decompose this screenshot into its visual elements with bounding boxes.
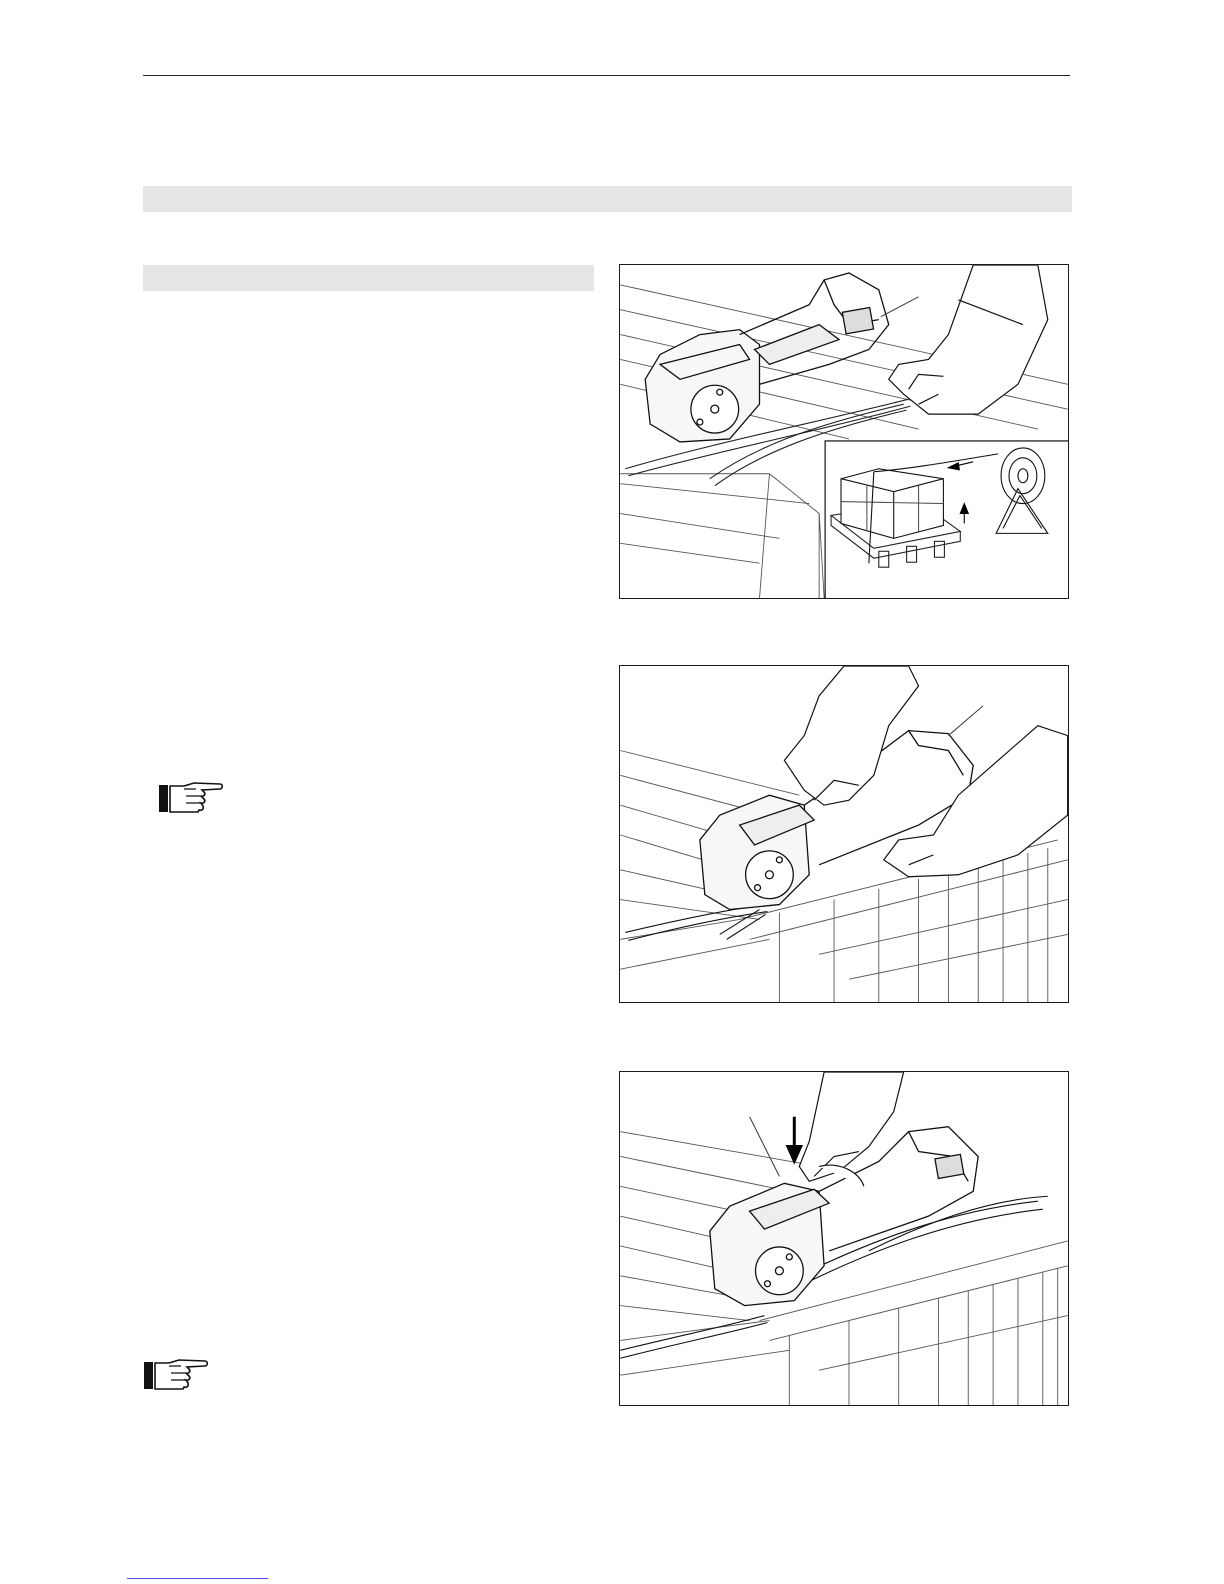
header-rule (143, 75, 1070, 76)
pointing-hand-icon (158, 780, 224, 816)
figure-press-button (619, 1071, 1069, 1406)
footnote-rule (127, 1578, 268, 1579)
gloved-hand-left (784, 666, 918, 805)
arrow-down-icon (786, 1117, 802, 1164)
figure-insert-strap (619, 264, 1069, 599)
strapping-tool-press-button-illustration (620, 1072, 1068, 1405)
strapping-tool-insert-strap-illustration (620, 265, 1068, 598)
gloved-hand (889, 265, 1048, 414)
note-pointing-hand (158, 780, 224, 816)
section-heading-bar (143, 186, 1072, 212)
subsection-heading-bar (143, 265, 594, 291)
strapping-tool-lift-lever-illustration (620, 666, 1068, 1002)
pointing-hand-icon (143, 1357, 209, 1393)
figure-lift-lever (619, 665, 1069, 1003)
gloved-hand-right (884, 726, 1068, 877)
note-pointing-hand (143, 1357, 209, 1393)
pallet-and-strap-dispenser-inset (825, 441, 1068, 598)
gloved-hand (799, 1072, 903, 1186)
